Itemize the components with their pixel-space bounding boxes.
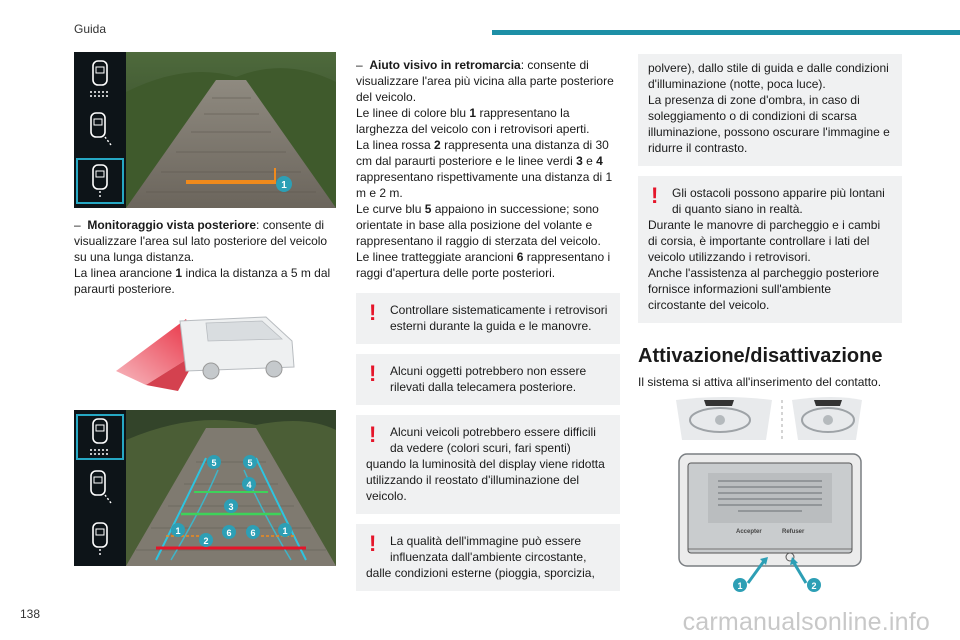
column-left — [74, 52, 336, 566]
warning-exclamation-icon: ! — [369, 422, 377, 447]
dashed-lines-paragraph: Le linee tratteggiate arancioni 6 rappresentano i raggi d'apertura delle porte posteriori. — [356, 250, 611, 280]
warning-exclamation-icon: ! — [369, 361, 377, 386]
camera-image-long-range — [74, 52, 336, 208]
car-rear-view-icon-selected — [76, 414, 124, 460]
camera-guidelines-view — [126, 410, 336, 566]
warning-note-image-quality-continued: polvere), dallo stile di guida e dalle condizioni d'illuminazione (notte, poca luce). La presenza di zone d'ombra, in caso di soleggiamento o di condizioni di scarsa illuminazione, possono oscurare l'immagine e ridurre il contrasto. — [638, 54, 902, 166]
blue-curves-paragraph: Le curve blu 5 appaiono in successione; sono orientate in base alla posizione del volante e rappresentano il raggio di sterzata del veicolo. — [356, 202, 601, 248]
warning-exclamation-icon: ! — [369, 531, 377, 556]
car-rear-view-icon — [76, 56, 124, 102]
blue-lines-paragraph: Le linee di colore blu 1 rappresentano la larghezza del veicolo con i retrovisori aperti. — [356, 106, 590, 136]
cam2-badge-5-left: 5 — [211, 458, 217, 468]
cam2-badge-4: 4 — [246, 480, 252, 490]
touchscreen-illustration — [678, 453, 862, 593]
orange-line-paragraph: La linea arancione 1 indica la distanza a 5 m dal paraurti posteriore. — [74, 266, 331, 296]
car-side-view-icon — [76, 106, 124, 152]
rear-view-heading: Monitoraggio vista posteriore — [87, 218, 257, 232]
watermark: carmanualsonline.info — [682, 608, 930, 636]
car-long-range-view-icon-2 — [76, 516, 124, 562]
cam2-badge-3: 3 — [228, 502, 234, 512]
rear-view-paragraph: – Monitoraggio vista posteriore: consente di visualizzare l'area sul lato posteriore del veicolo su una lunga distanza. — [74, 218, 328, 264]
van-detection-zone-illustration — [116, 311, 336, 396]
cam2-badge-5-right: 5 — [247, 458, 253, 468]
reversing-aid-paragraph: – Aiuto visivo in retromarcia: consente di visualizzare l'area più vicina alla parte posteriore del veicolo. — [356, 58, 614, 104]
cam2-badge-6-right: 6 — [250, 528, 256, 538]
car-long-range-view-icon — [76, 158, 124, 204]
car-side-view-icon-2 — [76, 464, 124, 510]
warning-exclamation-icon: ! — [369, 300, 377, 325]
refuse-button[interactable]: Refuser — [782, 529, 805, 535]
header-accent-bar — [492, 30, 960, 35]
reversing-aid-heading: Aiuto visivo in retromarcia — [369, 58, 521, 72]
page-number: 138 — [20, 607, 41, 621]
column-right — [638, 54, 902, 593]
cam1-badge-1: 1 — [281, 180, 287, 191]
activation-text: Il sistema si attiva all'inserimento del contatto. — [638, 375, 882, 389]
callout-1: 1 — [737, 581, 743, 591]
cam2-badge-6-left: 6 — [226, 528, 232, 538]
red-green-lines-paragraph: La linea rossa 2 rappresenta una distanza di 30 cm dal paraurti posteriore e le linee verdi 3 e 4 rappresentano rispettivamente una distanza di 1 m e 2 m. — [356, 138, 613, 200]
accept-button[interactable]: Accepter — [736, 529, 762, 535]
camera-image-reversing-aid — [74, 410, 336, 566]
view-mode-sidebar — [74, 52, 126, 208]
header-title: Guida — [74, 22, 107, 36]
warning-exclamation-icon: ! — [651, 183, 659, 208]
warning-note-image-quality: ! La qualità dell'immagine può essere influenzata dall'ambiente circostante, dalle condizioni esterne (pioggia, sporcizia, — [356, 524, 620, 591]
column-middle — [356, 57, 620, 591]
warning-note-dark-vehicles: ! Alcuni veicoli potrebbero essere difficili da vedere (colori scuri, fari spenti) quando la luminosità del display viene ridotta utilizzando il reostato d'illuminazione del veicolo. — [356, 415, 620, 514]
warning-note-mirrors: ! Controllare sistematicamente i retrovisori esterni durante la guida e le manovre. — [356, 293, 620, 344]
cam2-badge-1-right: 1 — [282, 526, 288, 536]
section-title-activation: Attivazione/disattivazione — [638, 345, 883, 367]
cam2-badge-1-left: 1 — [175, 526, 181, 536]
callout-2: 2 — [811, 581, 817, 591]
warning-note-obstacles-distance: ! Gli ostacoli possono apparire più lontani di quanto siano in realtà. Durante le manovre di parcheggio e i cambi di corsia, è importante controllare i lati del veicolo utilizzando i retrovisori. Anche l'assistenza al parcheggio posteriore fornisce informazioni sull'ambiente circostante del veicolo. — [638, 176, 902, 323]
camera-road-view — [126, 52, 336, 208]
ignition-illustration — [674, 396, 902, 447]
cam2-badge-2: 2 — [203, 536, 209, 546]
callout-arrows — [678, 453, 862, 593]
view-mode-sidebar-2 — [74, 410, 126, 566]
warning-note-undetected-objects: ! Alcuni oggetti potrebbero non essere rilevati dalla telecamera posteriore. — [356, 354, 620, 405]
